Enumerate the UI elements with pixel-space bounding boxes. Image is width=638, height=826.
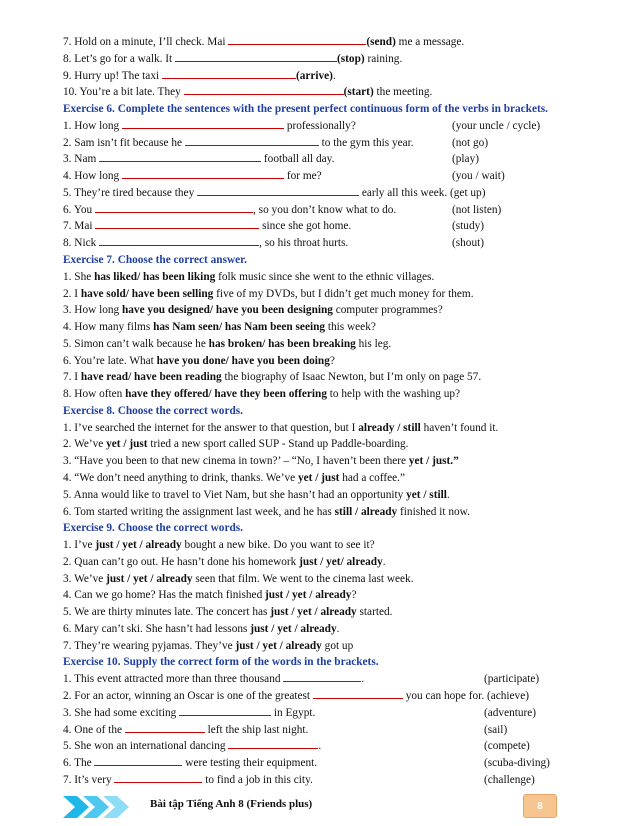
item-text: in Egypt. — [271, 706, 316, 719]
item-text: had a coffee.” — [339, 472, 406, 485]
item-text: the biography of Isaac Newton, but I’m only on page 57. — [221, 371, 482, 384]
exercise-item — [63, 369, 598, 386]
answer-blank[interactable] — [228, 34, 366, 45]
book-title: Bài tập Tiếng Anh 8 (Friends plus) — [150, 798, 313, 810]
item-text: were testing their equipment. — [182, 757, 318, 770]
answer-blank[interactable] — [122, 168, 284, 179]
item-text: since she got home. — [259, 220, 352, 233]
exercise-item — [63, 738, 598, 755]
bold-text: has liked/ has been liking — [94, 270, 216, 283]
exercise-item — [63, 386, 598, 403]
exercise-item — [63, 470, 598, 487]
exercise-item — [63, 302, 598, 319]
item-text: seen that film. We went to the cinema last week. — [192, 572, 414, 585]
item-text: 3. We’ve — [63, 572, 107, 585]
item-text: me a message. — [395, 36, 465, 48]
verb-hint: (sail) — [484, 723, 508, 736]
exercise-item — [63, 571, 598, 588]
bold-text: just / yet / already — [106, 572, 193, 585]
answer-blank[interactable] — [99, 151, 261, 162]
item-text: 1. She — [63, 270, 95, 283]
exercise-item — [63, 604, 598, 621]
item-text: early all this week. (get up) — [359, 186, 486, 199]
exercise-item — [63, 688, 598, 705]
exercise-item — [63, 202, 598, 219]
item-text: , so you don’t know what to do. — [253, 203, 397, 216]
item-text: got up — [321, 639, 354, 652]
exercise-item — [63, 453, 598, 470]
bold-text: just / yet / already — [265, 589, 352, 602]
exercise-item — [63, 319, 598, 336]
item-text: . — [382, 555, 386, 568]
verb-hint: (your uncle / cycle) — [452, 119, 541, 132]
exercise-heading: Exercise 9. Choose the correct words. — [63, 522, 243, 535]
item-text: 3. Nam — [63, 153, 100, 166]
verb-hint: (adventure) — [484, 706, 537, 719]
exercise-item — [63, 554, 598, 571]
item-text: 5. Anna would like to travel to Viet Nam, but she hasn’t had an opportunity — [63, 488, 407, 501]
item-text: 7. Hold on a minute, I’ll check. Mai — [63, 36, 229, 48]
item-text: 6. You’re late. What — [63, 354, 157, 367]
bold-text: just / yet / already — [250, 622, 337, 635]
item-text: football all day. — [261, 153, 335, 166]
item-text: the meeting. — [373, 86, 433, 99]
bold-text: just / yet / already — [235, 639, 322, 652]
answer-blank[interactable] — [175, 51, 337, 62]
item-text: ? — [329, 354, 335, 367]
exercise-item — [63, 537, 598, 554]
bold-text: have they offered/ have they been offering — [125, 388, 327, 401]
item-text: 2. For an actor, winning an Oscar is one of the greatest — [63, 690, 313, 703]
exercise-item — [63, 68, 598, 85]
answer-blank[interactable] — [184, 84, 344, 95]
item-text: 3. She had some exciting — [63, 706, 180, 719]
verb-hint: (challenge) — [484, 773, 535, 786]
item-text: . — [332, 69, 336, 82]
answer-blank[interactable] — [94, 755, 182, 766]
bold-text: yet / just — [297, 472, 340, 485]
item-text: 1. I’ve searched the internet for the answer to that question, but I — [63, 421, 359, 434]
bold-text: have sold/ have been selling — [80, 287, 214, 300]
item-text: 4. “We don’t need anything to drink, thanks. We’ve — [63, 472, 298, 485]
item-text: started. — [356, 606, 393, 619]
item-text: 4. One of the — [63, 723, 125, 736]
item-text: haven’t found it. — [420, 421, 499, 434]
exercise-item — [63, 705, 598, 722]
answer-blank[interactable] — [114, 772, 202, 783]
item-text: 1. How long — [63, 119, 122, 132]
item-text: you can hope for. (achieve) — [402, 690, 529, 703]
verb-hint: (shout) — [452, 237, 485, 250]
item-text: 5. Simon can’t walk because he — [63, 337, 209, 350]
item-text: professionally? — [284, 119, 356, 132]
item-text: this week? — [325, 321, 376, 334]
answer-blank[interactable] — [95, 202, 253, 213]
item-text: left the ship last night. — [204, 723, 309, 736]
bold-text: just / yet / already — [270, 606, 357, 619]
exercise-item — [63, 84, 598, 101]
exercise-item — [63, 185, 598, 202]
exercise-item — [63, 353, 598, 370]
exercise-item — [63, 671, 598, 688]
exercise-item — [63, 487, 598, 504]
item-text: 8. How often — [63, 388, 126, 401]
item-text: 8. Let’s go for a walk. It — [63, 52, 175, 65]
item-text: 8. Nick — [63, 237, 100, 250]
exercise-item — [63, 621, 598, 638]
item-text: to help with the washing up? — [326, 388, 460, 401]
item-text: ? — [351, 589, 357, 602]
exercise-item — [63, 168, 598, 185]
bold-text: yet / just.” — [408, 455, 459, 468]
answer-blank[interactable] — [185, 135, 319, 146]
exercise-item — [63, 638, 598, 655]
answer-blank[interactable] — [228, 738, 318, 749]
verb-hint: (study) — [452, 220, 485, 233]
exercise-item — [63, 269, 598, 286]
item-text: 5. They’re tired because they — [63, 186, 198, 199]
bold-text: (start) — [343, 86, 374, 99]
exercise-item — [63, 135, 598, 152]
item-text: 7. They’re wearing pyjamas. They’ve — [63, 639, 236, 652]
exercise-item — [63, 235, 598, 252]
bold-text: have you designed/ have you been designing — [122, 304, 333, 317]
item-text: . — [446, 488, 450, 501]
bold-text: have you done/ have you been doing — [156, 354, 330, 367]
exercise-item — [63, 118, 598, 135]
bold-text: (stop) — [337, 52, 365, 65]
bold-text: (arrive) — [295, 69, 333, 82]
item-text: to find a job in this city. — [202, 773, 313, 786]
bold-text: has broken/ has been breaking — [208, 337, 356, 350]
answer-blank[interactable] — [122, 118, 284, 129]
exercise-item — [63, 722, 598, 739]
verb-hint: (not listen) — [452, 203, 502, 216]
item-text: 3. “Have you been to that new cinema in town?’ – “No, I haven’t been there — [63, 455, 409, 468]
chevron-arrows-icon — [63, 796, 133, 818]
verb-hint: (you / wait) — [452, 170, 505, 183]
item-text: 4. Can we go home? Has the match finished — [63, 589, 266, 602]
item-text: 6. You — [63, 203, 96, 216]
exercise-item — [63, 504, 598, 521]
exercise-item — [63, 336, 598, 353]
item-text: 2. I — [63, 287, 81, 300]
verb-hint: (play) — [452, 153, 479, 166]
item-text: 5. She won an international dancing — [63, 740, 229, 753]
bold-text: just / yet/ already — [299, 555, 383, 568]
verb-hint: (not go) — [452, 136, 489, 149]
exercise-item — [63, 772, 598, 789]
bold-text: already / still — [358, 421, 421, 434]
page-number-badge — [523, 794, 557, 818]
item-text: 2. Quan can’t go out. He hasn’t done his homework — [63, 555, 300, 568]
bold-text: (send) — [366, 36, 396, 48]
verb-hint: (compete) — [484, 740, 530, 753]
item-text: 1. This event attracted more than three thousand — [63, 673, 284, 686]
item-text: computer programmes? — [332, 304, 443, 317]
exercise-heading: Exercise 8. Choose the correct words. — [63, 404, 243, 417]
exercise-item — [63, 151, 598, 168]
bold-text: still / already — [334, 505, 398, 518]
bold-text: yet / just — [106, 438, 148, 451]
exercise-heading: Exercise 10. Supply the correct form of the words in the brackets. — [63, 656, 379, 669]
bold-text: yet / still — [406, 488, 447, 501]
verb-hint: (scuba-diving) — [484, 757, 550, 770]
page-footer — [0, 790, 638, 820]
item-text: 10. You’re a bit late. They — [63, 86, 184, 99]
exercise-item — [63, 755, 598, 772]
item-text: raining. — [364, 52, 403, 65]
item-text: 2. We’ve — [63, 438, 107, 451]
answer-blank[interactable] — [179, 705, 271, 716]
item-text: for me? — [284, 170, 322, 183]
exercise-item — [63, 218, 598, 235]
item-text: 7. It’s very — [63, 773, 115, 786]
item-text: 3. How long — [63, 304, 122, 317]
item-text: 5. We are thirty minutes late. The concert has — [63, 606, 271, 619]
item-text: 7. I — [63, 371, 81, 384]
item-text: 7. Mai — [63, 220, 96, 233]
item-text: 6. Mary can’t ski. She hasn’t had lessons — [63, 622, 251, 635]
exercise-heading: Exercise 7. Choose the correct answer. — [63, 254, 247, 266]
item-text: 6. Tom started writing the assignment last week, and he has — [63, 505, 335, 518]
exercise-item — [63, 286, 598, 303]
exercise-item — [63, 34, 598, 51]
item-text: bought a new bike. Do you want to see it? — [181, 539, 375, 552]
item-text: . — [336, 622, 340, 635]
item-text: 9. Hurry up! The taxi — [63, 69, 162, 82]
answer-blank[interactable] — [99, 235, 259, 246]
answer-blank[interactable] — [197, 185, 359, 196]
bold-text: just / yet / already — [95, 539, 182, 552]
item-text: 4. How many films — [63, 321, 154, 334]
item-text: folk music since she went to the ethnic villages. — [215, 270, 435, 283]
item-text: 1. I’ve — [63, 539, 96, 552]
exercise-item — [63, 420, 598, 437]
exercise-item — [63, 587, 598, 604]
item-text: to the gym this year. — [318, 136, 414, 149]
answer-blank[interactable] — [125, 722, 205, 733]
answer-blank[interactable] — [95, 218, 259, 229]
item-text: 4. How long — [63, 170, 122, 183]
item-text: . — [361, 673, 365, 686]
bold-text: have read/ have been reading — [80, 371, 222, 384]
item-text: five of my DVDs, but I didn’t get much money for them. — [213, 287, 474, 300]
item-text: 6. The — [63, 757, 95, 770]
bold-text: has Nam seen/ has Nam been seeing — [153, 321, 326, 334]
item-text: his leg. — [355, 337, 392, 350]
item-text: finished it now. — [397, 505, 470, 518]
item-text: . — [318, 740, 322, 753]
page-number: 8 — [537, 800, 543, 812]
exercise-heading: Exercise 6. Complete the sentences with the present perfect continuous form of the verbs in brackets. — [63, 103, 548, 116]
exercise-item — [63, 51, 598, 68]
item-text: , so his throat hurts. — [259, 237, 349, 250]
answer-blank[interactable] — [283, 671, 361, 682]
exercise-item — [63, 436, 598, 453]
verb-hint: (participate) — [484, 673, 540, 686]
item-text: 2. Sam isn’t fit because he — [63, 136, 185, 149]
answer-blank[interactable] — [313, 688, 403, 699]
item-text: tried a new sport called SUP - Stand up Paddle-boarding. — [147, 438, 409, 451]
answer-blank[interactable] — [162, 68, 296, 79]
